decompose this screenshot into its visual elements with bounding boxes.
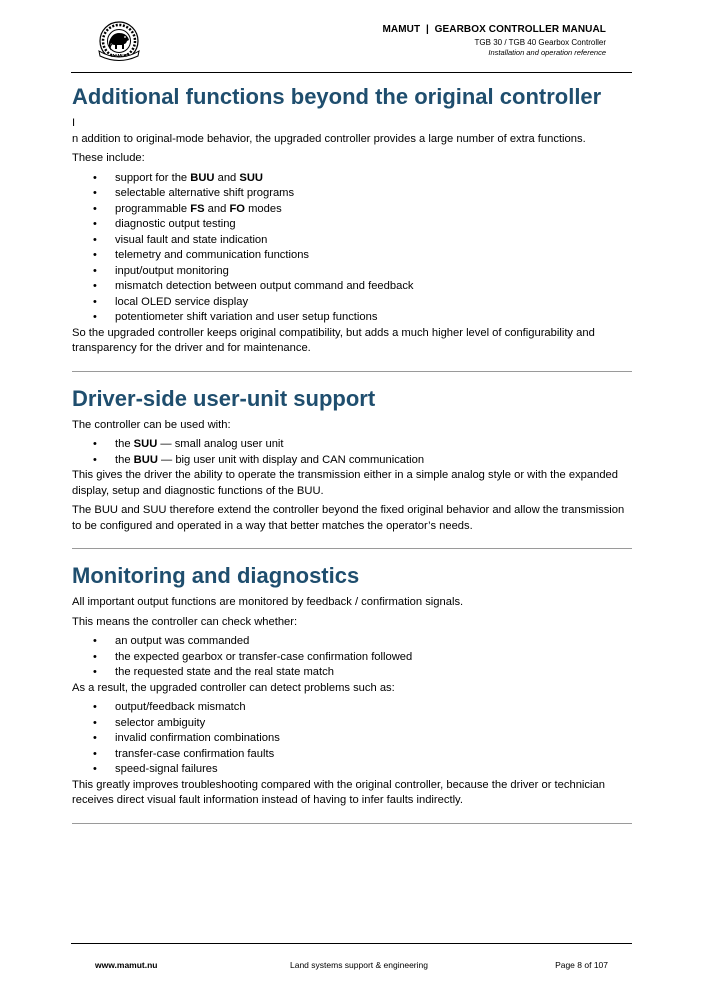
footer-page-number: Page 8 of 107 [555,960,608,970]
body-paragraph: This greatly improves troubleshooting compared with the original controller, because the driver or technician receives direct visual fault information instead of having to infer faults indirectly. [72,778,605,806]
outro-paragraph: So the upgraded controller keeps original compatibility, but adds a much higher level of configurability and transparency for the driver and for maintenance. [72,326,595,354]
list-item: • speed-signal failures [115,762,632,778]
list-item: • the SUU — small analog user unit [115,437,632,453]
footer-website-link[interactable]: www.mamut.nu [95,960,158,970]
section-heading: Additional functions beyond the original controller [72,84,602,109]
problems-list [72,700,632,778]
page-footer [71,943,632,970]
section-divider [72,548,632,549]
list-item: • mismatch detection between output command and feedback [115,279,632,295]
header-subtitle-2: Installation and operation reference [488,48,606,57]
intro-paragraph: n addition to original-mode behavior, the upgraded controller provides a large number of extra functions. [72,132,586,145]
section-divider [72,371,632,372]
list-item: • transfer-case confirmation faults [115,747,632,763]
list-item: • input/output monitoring [115,264,632,280]
list-item: • local OLED service display [115,295,632,311]
user-units-list [72,437,632,468]
list-item: • an output was commanded [115,634,632,650]
checks-list [72,634,632,681]
header-title: MAMUT | GEARBOX CONTROLLER MANUAL [382,24,606,35]
list-item: • output/feedback mismatch [115,700,632,716]
list-item: • programmable FS and FO modes [115,202,632,218]
header-subtitle: TGB 30 / TGB 40 Gearbox Controller [474,38,606,47]
list-item: • selector ambiguity [115,716,632,732]
page-content [72,84,632,838]
section-heading: Driver-side user-unit support [72,385,376,411]
list-item: • the BUU — big user unit with display and CAN communication [115,453,632,469]
logo-wordmark: MAMUT [110,53,128,58]
list-item: • diagnostic output testing [115,217,632,233]
footer-center-text: Land systems support & engineering [290,960,428,970]
body-paragraph: All important output functions are monitored by feedback / confirmation signals. [72,596,464,608]
body-paragraph: The BUU and SUU therefore extend the controller beyond the fixed original behavior and allow the transmission to be configured and operated in a way that better matches the operator’s needs. [72,504,625,532]
list-item: • potentiometer shift variation and user setup functions [115,310,632,326]
list-item: • support for the BUU and SUU [115,171,632,187]
functions-list [72,171,632,326]
list-item: • telemetry and communication functions [115,248,632,264]
section-heading: Monitoring and diagnostics [72,563,360,588]
list-intro: These include: [72,152,145,164]
list-item: • selectable alternative shift programs [115,186,632,202]
section-monitoring-diagnostics [72,563,632,809]
mamut-logo-icon [95,20,143,64]
section-divider [72,823,632,824]
list-item: • the requested state and the real state match [115,665,632,681]
list-item: • visual fault and state indication [115,233,632,249]
section-additional-functions [72,84,632,357]
section-user-unit-support [72,386,632,535]
intro-paragraph: The controller can be used with: [72,418,231,431]
dropcap-letter: I [72,117,76,129]
body-paragraph: As a result, the upgraded controller can detect problems such as: [72,681,395,694]
page-header [71,18,632,73]
body-paragraph: This means the controller can check whether: [72,615,298,628]
list-item: • the expected gearbox or transfer-case confirmation followed [115,650,632,666]
list-item: • invalid confirmation combinations [115,731,632,747]
body-paragraph: This gives the driver the ability to operate the transmission either in a simple analog style or with the expanded display, setup and diagnostic functions of the BUU. [72,469,618,497]
